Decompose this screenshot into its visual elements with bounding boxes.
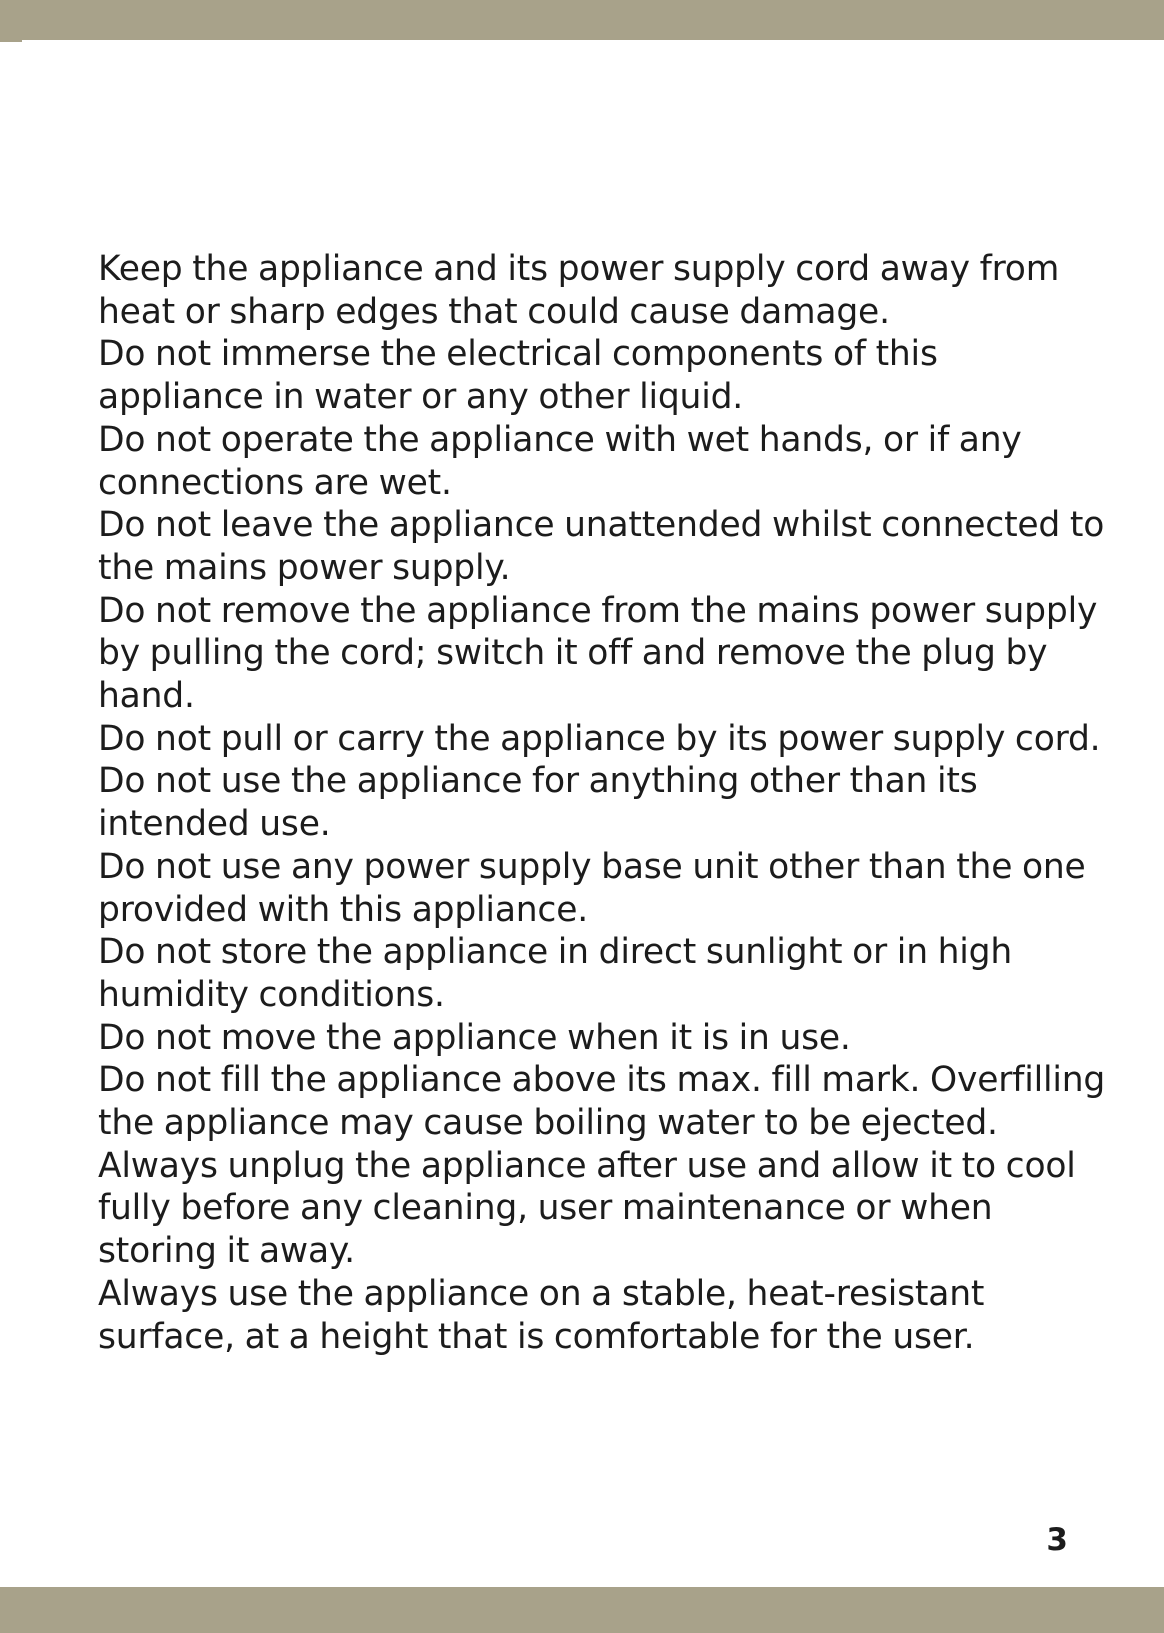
instruction-paragraph: Do not use any power supply base unit other than the one provided with this appliance. <box>98 846 1086 930</box>
instruction-paragraph: Do not store the appliance in direct sunlight or in high humidity conditions. <box>98 932 1013 1015</box>
instruction-paragraph: Do not immerse the electrical components of this appliance in water or any other liquid. <box>98 334 938 418</box>
top-band-notch <box>0 40 22 42</box>
instruction-paragraph: Always unplug the appliance after use and allow it to cool fully before any cleaning, user maintenance or when storing it away. <box>98 1145 1076 1272</box>
instruction-paragraph: Always use the appliance on a stable, heat-resistant surface, at a height that is comfortable for the user. <box>98 1273 985 1357</box>
instruction-paragraph: Do not operate the appliance with wet hands, or if any connections are wet. <box>98 419 1022 503</box>
instruction-paragraph: Do not pull or carry the appliance by its power supply cord. <box>98 718 1101 759</box>
instruction-paragraph: Do not fill the appliance above its max. fill mark. Overfilling the appliance may cause boiling water to be ejected. <box>98 1060 1106 1144</box>
instruction-paragraph: Do not move the appliance when it is in use. <box>98 1017 851 1058</box>
instruction-paragraph: Do not remove the appliance from the mains power supply by pulling the cord; switch it off and remove the plug by hand. <box>98 590 1098 717</box>
instruction-paragraph: Do not leave the appliance unattended whilst connected to the mains power supply. <box>98 505 1105 588</box>
instruction-paragraph: Keep the appliance and its power supply cord away from heat or sharp edges that could cause damage. <box>98 249 1060 332</box>
instruction-paragraph: Do not use the appliance for anything other than its intended use. <box>98 761 978 845</box>
top-decorative-band <box>0 0 1164 40</box>
bottom-decorative-band <box>0 1587 1164 1633</box>
page-number: 3 <box>1046 1522 1068 1558</box>
safety-instructions <box>98 248 1108 1358</box>
